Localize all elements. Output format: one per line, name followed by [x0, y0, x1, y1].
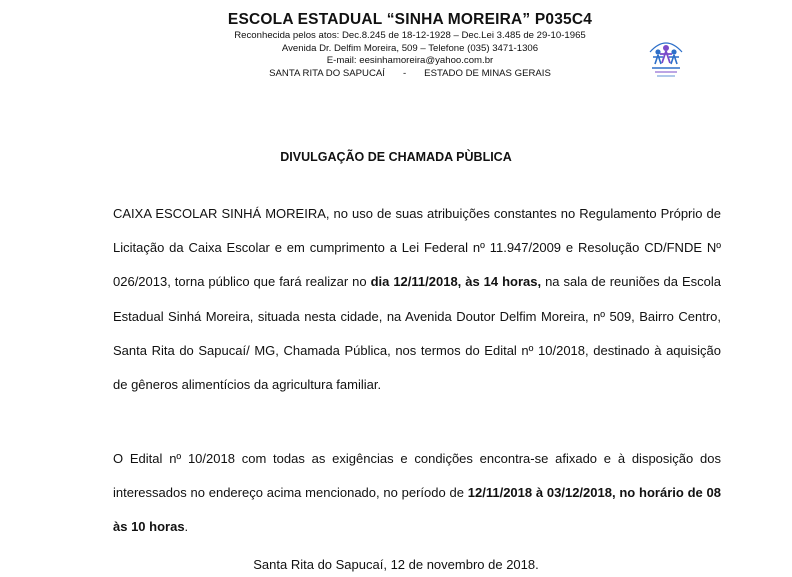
document-title: DIVULGAÇÃO DE CHAMADA PÙBLICA	[280, 150, 512, 164]
paragraph2-period: 12/11/2018 à 03/12/2018, no horário de 08 às 10 horas	[113, 485, 722, 535]
paragraph1-text-a: CAIXA ESCOLAR SINHÁ MOREIRA, no uso de suas atribuições constantes no Regulamento Próprio de Licitação da Caixa Escolar e em cumprimento a Lei Federal nº 11.947/2009 e Resolução CD/FNDE Nº 026/2013, torna público que fará realizar no	[113, 206, 721, 290]
city-state-line	[200, 68, 620, 81]
edital-paragraph	[113, 442, 721, 545]
paragraph2-text-b: .	[184, 519, 189, 535]
school-logo-icon	[640, 30, 692, 82]
address-line: Avenida Dr. Delfim Moreira, 509 – Telefone (035) 3471-1306	[281, 42, 539, 54]
email-line: E-mail: eesinhamoreira@yahoo.com.br	[326, 55, 494, 67]
paragraph1-date-time: dia 12/11/2018, às 14 horas,	[370, 274, 542, 290]
state-name: ESTADO DE MINAS GERAIS	[424, 67, 551, 79]
city-name: SANTA RITA DO SAPUCAÍ	[269, 67, 385, 79]
school-name: ESCOLA ESTADUAL “SINHA MOREIRA” P035C4	[227, 11, 593, 28]
recognition-line: Reconhecida pelos atos: Dec.8.245 de 18-12-1928 – Dec.Lei 3.485 de 29-10-1965	[234, 30, 586, 41]
place-date-line: Santa Rita do Sapucaí, 12 de novembro de 2018.	[253, 557, 539, 572]
announcement-paragraph	[113, 197, 721, 402]
paragraph1-text-b: na sala de reuniões da Escola Estadual Sinhá Moreira, situada nesta cidade, na Avenida Doutor Delfim Moreira, nº 509, Bairro Centro, Santa Rita do Sapucaí/ MG, Chamada Pública, nos termos do Edital nº 10/2018, destinado à aquisição de gêneros alimentícios da agricultura familiar.	[113, 274, 721, 393]
letterhead	[200, 10, 620, 80]
paragraph2-text-a: O Edital nº 10/2018 com todas as exigências e condições encontra-se afixado e à disposição dos interessados no endereço acima mencionado, no período de	[113, 451, 721, 501]
city-separator: -	[402, 67, 407, 79]
